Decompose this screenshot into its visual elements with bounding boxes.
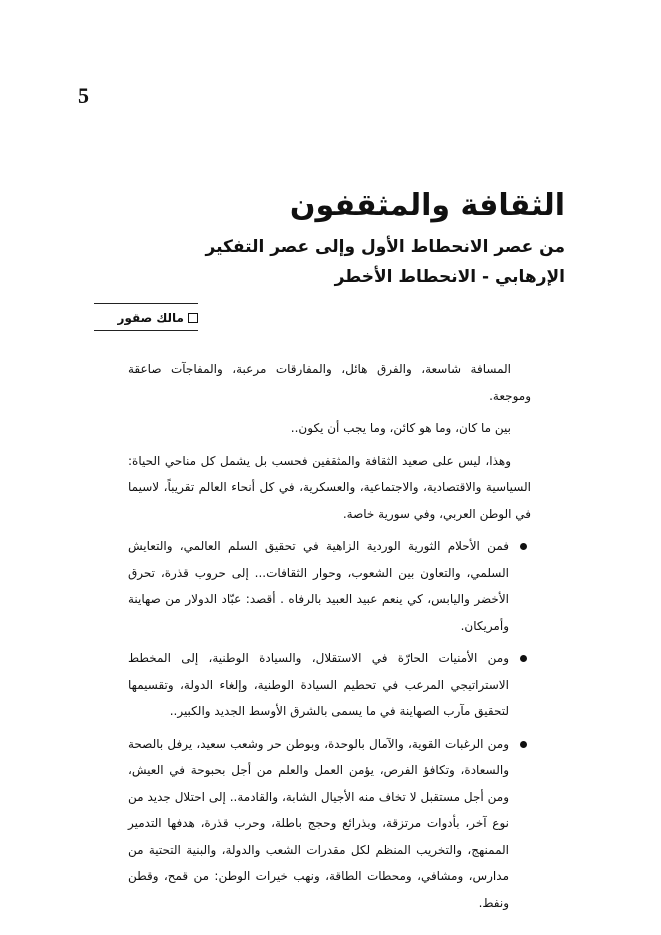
author-top-rule bbox=[94, 303, 198, 304]
body-paragraph: وهذا، ليس على صعيد الثقافة والمثقفين فحسب بل يشمل كل مناحي الحياة: السياسية والاقتصادية، والاجتماعية، والعسكرية، في كل أنحاء العالم تقريباً، لاسيما في الوطن العربي، وفي سورية خاصة. bbox=[128, 453, 531, 521]
author-bottom-rule bbox=[94, 330, 198, 331]
article-body bbox=[128, 356, 531, 916]
bullet-dot-icon bbox=[520, 655, 527, 662]
bullet-item bbox=[128, 533, 531, 639]
page-number: 5 bbox=[78, 83, 89, 108]
subtitle-line-2: الإرهابي - الانحطاط الأخطر bbox=[334, 267, 565, 287]
bullet-item bbox=[128, 731, 531, 917]
bullet-dot-icon bbox=[520, 543, 527, 550]
bullet-dot-icon bbox=[520, 741, 527, 748]
author-byline bbox=[94, 307, 198, 329]
bullet-text: ومن الأمنيات الحارّة في الاستقلال، والسيادة الوطنية، إلى المخطط الاستراتيجي المرعب في تحطيم السيادة الوطنية، وإلغاء الدولة، وتقسيمها لتحقيق مآرب الصهاينة في ما يسمى بالشرق الأوسط الجديد والكبير.. bbox=[128, 651, 509, 718]
article-subtitle bbox=[145, 232, 565, 292]
article-title: الثقافة والمثقفون bbox=[289, 188, 565, 223]
bullet-item bbox=[128, 645, 531, 725]
subtitle-line-1: من عصر الانحطاط الأول وإلى عصر التفكير bbox=[205, 237, 565, 257]
body-paragraph: بين ما كان، وما هو كائن، وما يجب أن يكون.. bbox=[290, 421, 511, 435]
body-paragraph: المسافة شاسعة، والفرق هائل، والمفارقات مرعبة، والمفاجآت صاعقة وموجعة. bbox=[128, 362, 531, 403]
author-name: مالك صقور bbox=[117, 311, 184, 325]
checkbox-square-icon bbox=[188, 313, 198, 323]
bullet-text: ومن الرغبات القوية، والآمال بالوحدة، وبوطن حر وشعب سعيد، يرفل بالصحة والسعادة، وتكافؤ الفرص، يؤمن العمل والعلم من أجل بحبوحة في العيش، ومن أجل مستقبل لا تخاف منه الأجيال الشابة، والقادمة.. إلى احتلال جديد من نوع آخر، بأدوات مرتزقة، وبذرائع وحجج باطلة، وحرب قذرة، هدفها التدمير الممنهج، والتخريب المنظم لكل مقدرات الشعب والدولة، والبنية التحتية من مدارس، ومشافي، ومحطات الطاقة، ونهب خيرات الوطن: من قمح، وقطن ونفط. bbox=[128, 736, 509, 910]
bullet-text: فمن الأحلام الثورية الوردية الزاهية في تحقيق السلم العالمي، والتعايش السلمي، والتعاون بين الشعوب، وحوار الثقافات... إلى حروب قذرة، تحرق الأخضر واليابس، كي ينعم عبيد العبيد بالرفاه . أقصد: عبّاد الدولار من صهاينة وأمريكان. bbox=[128, 539, 509, 633]
